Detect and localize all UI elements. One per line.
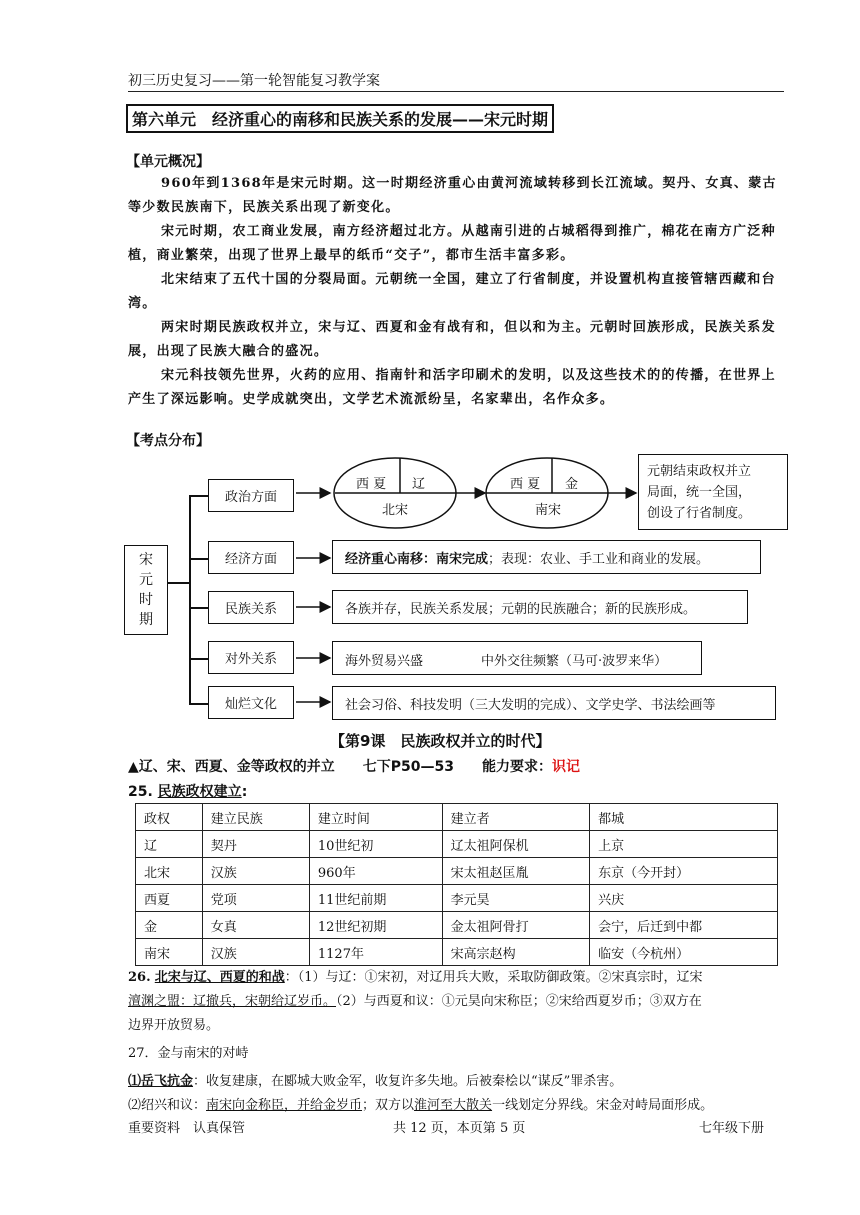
circle1-right-label: 辽	[412, 477, 426, 492]
economy-bold: 经济重心南移：南宋完成	[345, 551, 489, 567]
circle2-right-label: 金	[565, 477, 579, 492]
requirement-value: 识记	[552, 759, 580, 775]
table-cell: 契丹	[202, 831, 309, 858]
table-cell: 汉族	[202, 939, 309, 966]
section27-item2-u1: 南宋向金称臣，并给金岁币	[206, 1098, 363, 1113]
table-header-cell: 建立民族	[202, 804, 309, 831]
circle1-left-label: 西 夏	[356, 477, 387, 492]
circle1-bottom-label: 北宋	[382, 503, 409, 518]
circle2-left-label: 西 夏	[510, 477, 541, 492]
table-cell: 宋高宗赵构	[442, 939, 589, 966]
section27-item2-b: ；双方以	[362, 1098, 415, 1113]
table-header-cell: 建立者	[442, 804, 589, 831]
section27-item2-c: 一线划定分界线。宋金对峙局面形成。	[492, 1098, 714, 1113]
table-header-cell: 建立时间	[309, 804, 442, 831]
table-cell: 临安（今杭州）	[590, 939, 778, 966]
table-header-cell: 政权	[136, 804, 203, 831]
result-line: 创设了行省制度。	[647, 506, 752, 521]
root-char: 时	[139, 592, 153, 608]
table-cell: 960年	[309, 858, 442, 885]
root-char: 期	[139, 612, 153, 628]
economy-rest: ；表现：农业、手工业和商业的发展。	[488, 551, 710, 567]
table-header-row	[136, 804, 778, 831]
lesson-requirement	[128, 756, 580, 776]
footer-left: 重要资料 认真保管	[128, 1121, 246, 1136]
result-line: 局面，统一全国，	[647, 485, 752, 500]
table-row	[136, 939, 778, 966]
circle2-bottom-label: 南宋	[535, 503, 562, 518]
overview-paragraph: 宋元时期，农工商业发展，南方经济超过北方。从越南引进的占城稻得到推广，棉花在南方广泛种植，商业繁荣，出现了世界上最早的纸币“交子”，都市生活丰富多彩。	[128, 224, 776, 263]
table-cell: 辽太祖阿保机	[442, 831, 589, 858]
table-row	[136, 858, 778, 885]
section26-line: 边界开放贸易。	[128, 1018, 220, 1033]
table-row	[136, 912, 778, 939]
section27-item1-label: ⑴岳飞抗金	[128, 1074, 194, 1089]
category-foreign: 对外关系	[208, 641, 294, 674]
section25-title: 民族政权建立	[157, 784, 242, 800]
section27-item2	[128, 1094, 788, 1118]
result-line: 元朝结束政权并立	[647, 464, 752, 479]
table-cell: 西夏	[136, 885, 203, 912]
overview-paragraph: 北宋结束了五代十国的分裂局面。元朝统一全国，建立了行省制度，并设置机构直接管辖西藏和台湾。	[128, 272, 776, 311]
document-header: 初三历史复习——第一轮智能复习教学案	[128, 73, 380, 89]
table-cell: 北宋	[136, 858, 203, 885]
section26-chanyuan: 澶渊之盟：辽撤兵，宋朝给辽岁币。	[128, 994, 337, 1009]
section25-colon: :	[241, 784, 248, 800]
section26	[128, 966, 788, 1038]
table-cell: 11世纪前期	[309, 885, 442, 912]
category-culture: 灿烂文化	[208, 686, 294, 719]
unit-title: 第六单元 经济重心的南移和民族关系的发展——宋元时期	[126, 104, 554, 133]
section25-heading	[128, 781, 247, 801]
ethnic-content-box: 各族并存，民族关系发展；元朝的民族融合；新的民族形成。	[332, 590, 748, 624]
overview-heading: 【单元概况】	[126, 154, 210, 170]
table-cell: 女真	[202, 912, 309, 939]
table-cell: 上京	[590, 831, 778, 858]
economy-content-box	[332, 540, 761, 574]
section27-title: 27．金与南宋的对峙	[128, 1046, 249, 1061]
table-cell: 东京（今开封）	[590, 858, 778, 885]
table-cell: 宋太祖赵匡胤	[442, 858, 589, 885]
table-cell: 10世纪初	[309, 831, 442, 858]
table-cell: 汉族	[202, 858, 309, 885]
overview-paragraph: 两宋时期民族政权并立，宋与辽、西夏和金有战有和，但以和为主。元朝时回族形成，民族关系发展，出现了民族大融合的盛况。	[128, 320, 776, 359]
section26-title: 北宋与辽、西夏的和战	[154, 970, 285, 985]
category-ethnic: 民族关系	[208, 591, 294, 624]
footer-right: 七年级下册	[699, 1121, 765, 1136]
section27	[128, 1042, 788, 1118]
section27-item1	[128, 1070, 788, 1094]
table-cell: 李元昊	[442, 885, 589, 912]
culture-content-box: 社会习俗、科技发明（三大发明的完成）、文学史学、书法绘画等	[332, 686, 776, 720]
foreign-right: 中外交往频繁（马可·波罗来华）	[481, 654, 668, 669]
root-char: 宋	[139, 552, 153, 568]
section26-line	[128, 966, 788, 990]
overview-paragraph: 宋元科技领先世界，火药的应用、指南针和活字印刷术的发明，以及这些技术的的传播，在世界上产生了深远影响。史学成就突出，文学艺术流派纷呈，名家辈出，名作众多。	[128, 368, 776, 407]
table-cell: 会宁，后迁到中都	[590, 912, 778, 939]
category-economy: 经济方面	[208, 541, 294, 574]
section26-line	[128, 990, 788, 1014]
category-politics: 政治方面	[208, 479, 294, 512]
table-cell: 党项	[202, 885, 309, 912]
table-cell: 金太祖阿骨打	[442, 912, 589, 939]
table-row	[136, 885, 778, 912]
table-cell: 兴庆	[590, 885, 778, 912]
regimes-table	[135, 803, 778, 966]
foreign-content-box	[332, 641, 702, 675]
overview-paragraph: 960年到1368年是宋元时期。这一时期经济重心由黄河流域转移到长江流域。契丹、女真、蒙古等少数民族南下，民族关系出现了新变化。	[128, 176, 777, 215]
politics-result-box	[638, 454, 788, 530]
table-cell: 金	[136, 912, 203, 939]
footer-page-info: 共 12 页，本页第 5 页	[393, 1121, 526, 1136]
section26-num: 26.	[128, 970, 151, 985]
section27-item1-rest: ：收复建康，在郾城大败金军，收复许多失地。后被秦桧以“谋反”罪杀害。	[193, 1074, 623, 1089]
lesson-title: 【第9课 民族政权并立的时代】	[330, 732, 551, 750]
table-cell: 辽	[136, 831, 203, 858]
requirement-prefix: ▲辽、宋、西夏、金等政权的并立 七下P50—53 能力要求：	[128, 759, 552, 775]
table-row	[136, 831, 778, 858]
foreign-left: 海外贸易兴盛	[345, 654, 424, 669]
table-cell: 1127年	[309, 939, 442, 966]
table-cell: 12世纪初期	[309, 912, 442, 939]
section26-line2-rest: （2）与西夏和议：①元昊向宋称臣；②宋给西夏岁币；③双方在	[336, 994, 702, 1009]
diagram-heading: 【考点分布】	[126, 433, 210, 449]
table-header-cell: 都城	[590, 804, 778, 831]
section27-item2-u2: 淮河至大散关	[414, 1098, 493, 1113]
section25-num: 25.	[128, 784, 153, 800]
root-char: 元	[139, 572, 153, 588]
table-cell: 南宋	[136, 939, 203, 966]
section26-line1-rest: ：（1）与辽：①宋初，对辽用兵大败，采取防御政策。②宋真宗时，辽宋	[284, 970, 703, 985]
section27-item2-a: ⑵绍兴和议：	[128, 1098, 207, 1113]
